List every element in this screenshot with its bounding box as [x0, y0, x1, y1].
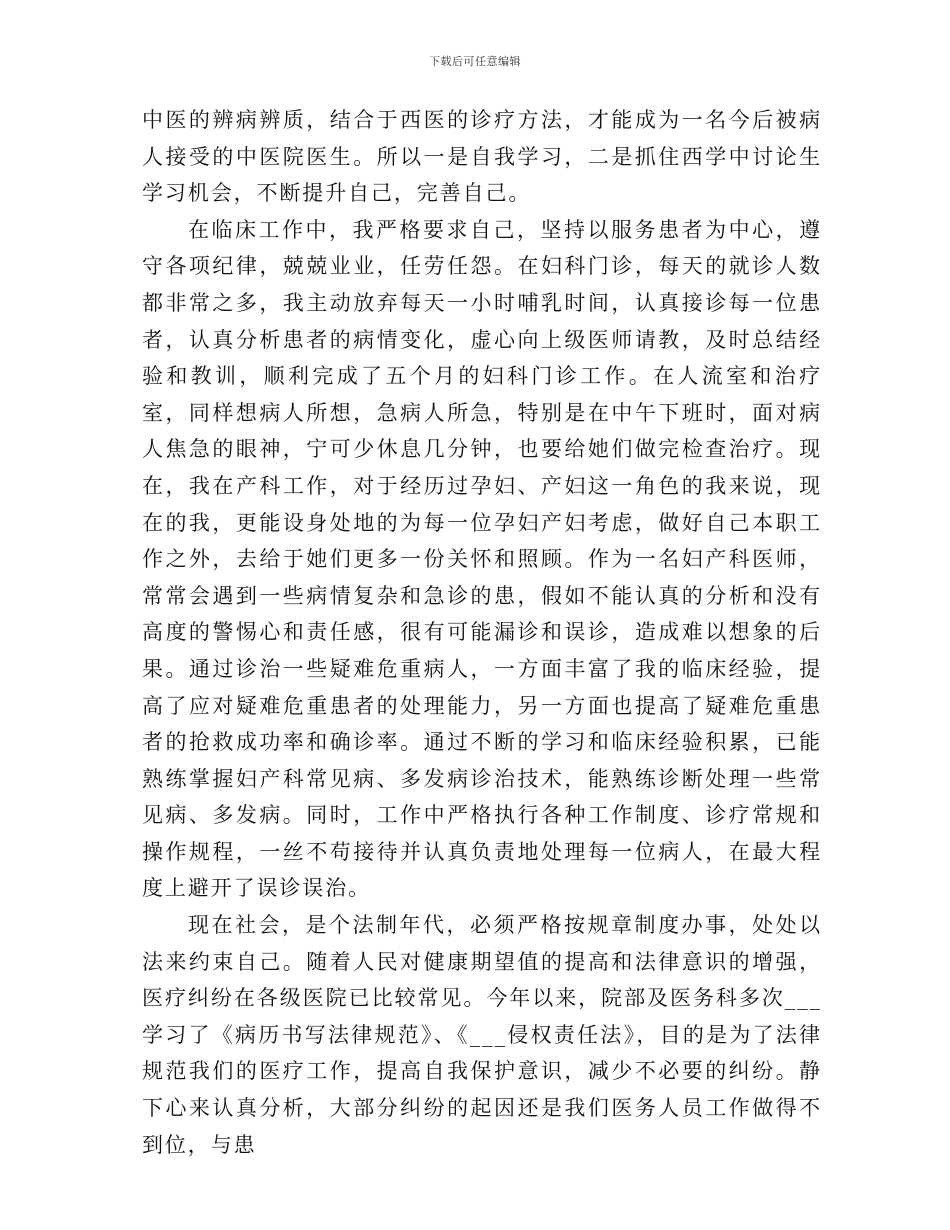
paragraph-2: 在临床工作中，我严格要求自己，坚持以服务患者为中心，遵守各项纪律，兢兢业业，任劳任怨。在妇科门诊，每天的就诊人数都非常之多，我主动放弃每天一小时哺乳时间，认真接诊每一位患者，认真分析患者的病情变化，虚心向上级医师请教，及时总结经验和教训，顺利完成了五个月的妇科门诊工作。在人流室和治疗室，同样想病人所想，急病人所急，特别是在中午下班时，面对病人焦急的眼神，宁可少休息几分钟，也要给她们做完检查治疗。现在，我在产科工作，对于经历过孕妇、产妇这一角色的我来说，现在的我，更能设身处地的为每一位孕妇产妇考虑，做好自己本职工作之外，去给于她们更多一份关怀和照顾。作为一名妇产科医师，常常会遇到一些病情复杂和急诊的患，假如不能认真的分析和没有高度的警惕心和责任感，很有可能漏诊和误诊，造成难以想象的后果。通过诊治一些疑难危重病人，一方面丰富了我的临床经验，提高了应对疑难危重患者的处理能力，另一方面也提高了疑难危重患者的抢救成功率和确诊率。通过不断的学习和临床经验积累，已能熟练掌握妇产科常见病、多发病诊治技术，能熟练诊断处理一些常见病、多发病。同时，工作中严格执行各种工作制度、诊疗常规和操作规程，一丝不苟接待并认真负责地处理每一位病人，在最大程度上避开了误诊误治。: [142, 217, 822, 901]
paragraph-3: 现在社会，是个法制年代，必须严格按规章制度办事，处处以法来约束自己。随着人民对健康期望值的提高和法律意识的增强，医疗纠纷在各级医院已比较常见。今年以来，院部及医务科多次___学习了《病历书写法律规范》、《___侵权责任法》，目的是为了法律规范我们的医疗工作，提高自我保护意识，减少不必要的纠纷。静下心来认真分析，大部分纠纷的起因还是我们医务人员工作做得不到位，与患: [142, 913, 822, 1157]
page-header: 下载后可任意编辑: [429, 55, 521, 68]
document-body: [142, 102, 822, 1163]
paragraph-1: 中医的辨病辨质，结合于西医的诊疗方法，才能成为一名今后被病人接受的中医院医生。所以一是自我学习，二是抓住西学中讨论生学习机会，不断提升自己，完善自己。: [142, 108, 822, 206]
